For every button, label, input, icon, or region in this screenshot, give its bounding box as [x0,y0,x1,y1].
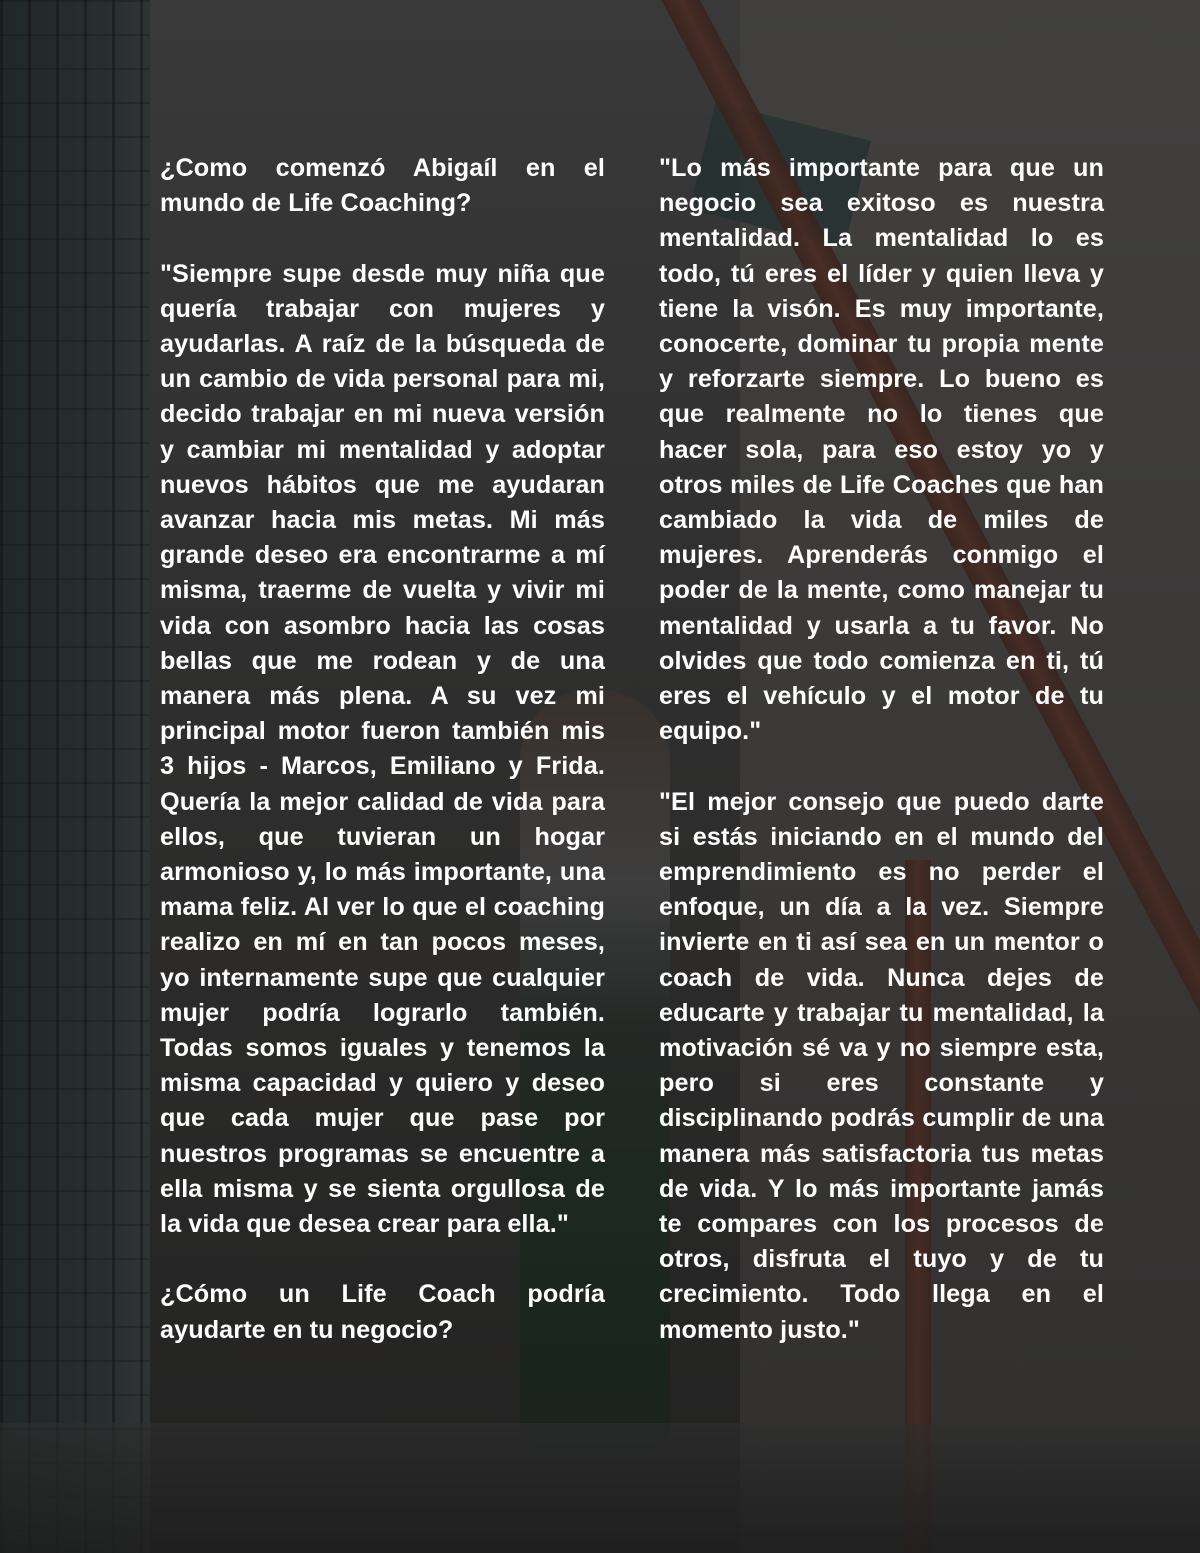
answer-best-advice: "El mejor consejo que puedo darte si estás iniciando en el mundo del emprendimiento es no perder el enfoque, un día a la vez. Siempre invierte en ti así sea en un mentor o coach de vida. Nunca dejes de educarte y trabajar tu mentalidad, la motivación sé va y no siempre esta, pero si eres constante y disciplinando podrás cumplir de una manera más satisfactoria tus metas de vida. Y lo más importante jamás te compares con los procesos de otros, disfruta el tuyo y de tu crecimiento. Todo llega en el momento justo." [659,787,1104,1344]
answer-how-started: "Siempre supe desde muy niña que quería trabajar con mujeres y ayudarlas. A raíz de la búsqueda de un cambio de vida personal para mi, decido trabajar en mi nueva versión y cambiar mi mentalidad y adoptar nuevos hábitos que me ayudaran avanzar hacia mis metas. Mi más grande deseo era encontrarme a mí misma, traerme de vuelta y vivir mi vida con asombro hacia las cosas bellas que me rodean y de una manera más plena. A su vez mi principal motor fueron también mis 3 hijos - Marcos, Emiliano y Frida. Quería la mejor calidad de vida para ellos, que tuvieran un hogar armonioso y, lo más importante, una mama feliz. Al ver lo que el coaching realizo en mí en tan pocos meses, yo internamente supe que cualquier mujer podría lograrlo también. Todas somos iguales y tenemos la misma capacidad y quiero y deseo que cada mujer que pase por nuestros programas se encuentre a ella misma y se sienta orgullosa de la vida que desea crear para ella." [160,259,605,1239]
left-column [160,151,605,1383]
question-how-started: ¿Como comenzó Abigaíl en el mundo de Life Coaching? [160,154,605,218]
answer-coach-business: "Lo más importante para que un negocio sea exitoso es nuestra mentalidad. La mentalidad lo es todo, tú eres el líder y quien lleva y tiene la visón. Es muy importante, conocerte, dominar tu propia mente y reforzarte siempre. Lo bueno es que realmente no lo tienes que hacer sola, para eso estoy yo y otros miles de Life Coaches que han cambiado la vida de miles de mujeres. Aprenderás conmigo el poder de la mente, como manejar tu mentalidad y usarla a tu favor. No olvides que todo comienza en ti, tú eres el vehículo y el motor de tu equipo." [659,154,1104,746]
question-coach-business: ¿Cómo un Life Coach podría ayudarte en tu negocio? [160,1280,605,1344]
right-column [659,151,1104,1383]
